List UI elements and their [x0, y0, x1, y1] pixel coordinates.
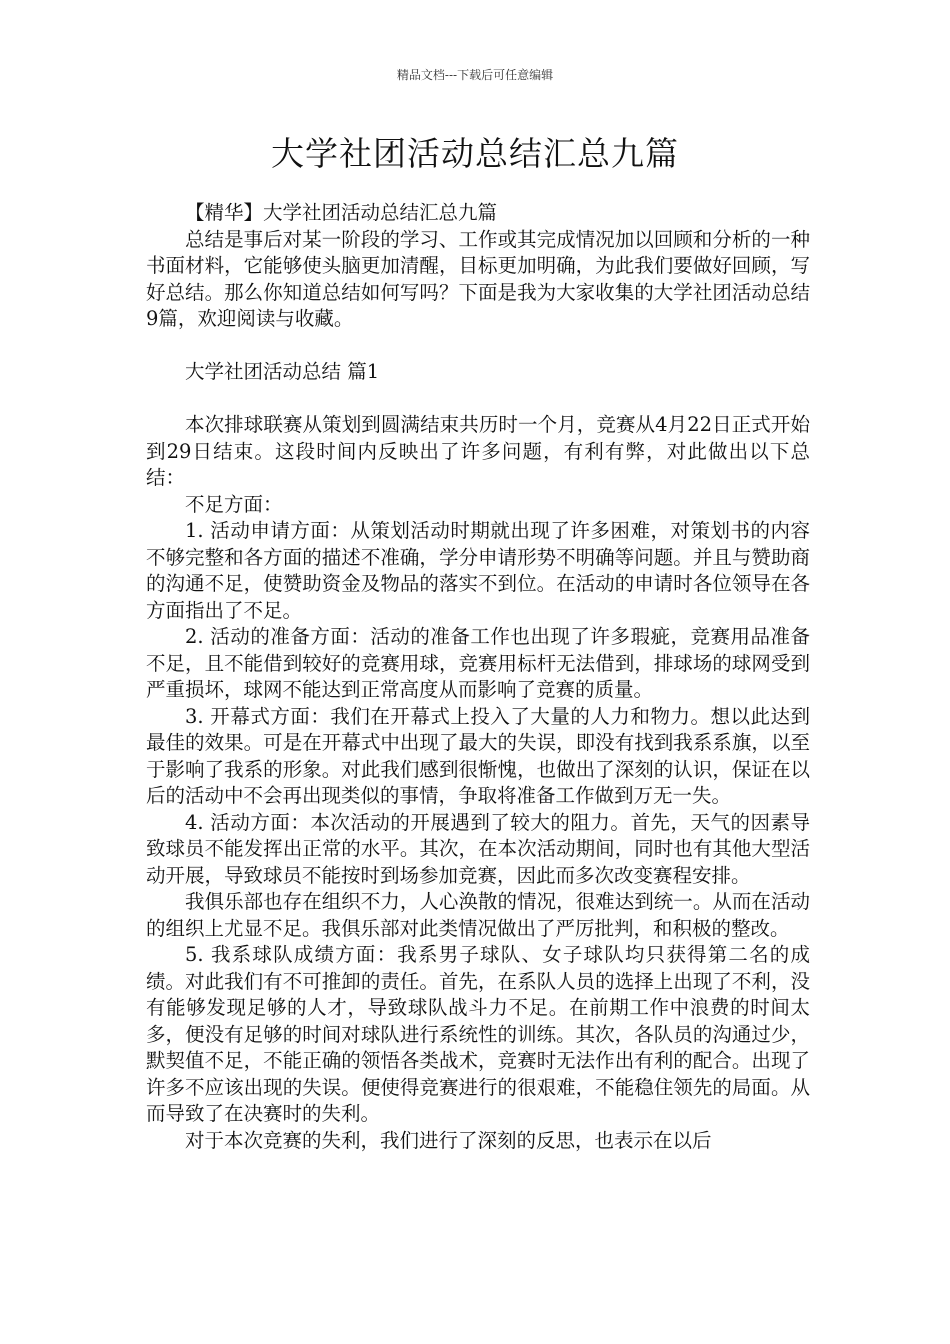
body-paragraph: 对于本次竞赛的失利，我们进行了深刻的反思，也表示在以后 [185, 1128, 712, 1152]
section-heading: 大学社团活动总结 篇1 [185, 360, 380, 383]
body-paragraph: 我俱乐部也存在组织不力，人心涣散的情况，很难达到统一。从而在活动的组织上尤显不足。我俱乐部对此类情况做出了严厉批判，和积极的整改。 [146, 890, 810, 940]
body-paragraph: 4. 活动方面：本次活动的开展遇到了较大的阻力。首先，天气的因素导致球员不能发挥出正常的水平。其次，在本次活动期间，同时也有其他大型活动开展，导致球员不能按时到场参加竞赛，因此而多次改变赛程安排。 [146, 810, 810, 887]
document-body [146, 200, 810, 1154]
body-paragraph: 3. 开幕式方面：我们在开幕式上投入了大量的人力和物力。想以此达到最佳的效果。可是在开幕式中出现了最大的失误，即没有找到我系系旗，以至于影响了我系的形象。对此我们感到很惭愧，也做出了深刻的认识，保证在以后的活动中不会再出现类似的事情，争取将准备工作做到万无一失。 [146, 704, 810, 807]
document-title: 大学社团活动总结汇总九篇 [271, 134, 679, 173]
body-paragraph: 5. 我系球队成绩方面：我系男子球队、女子球队均只获得第二名的成绩。对此我们有不可推卸的责任。首先，在系队人员的选择上出现了不利，没有能够发现足够的人才，导致球队战斗力不足。在前期工作中浪费的时间太多，便没有足够的时间对球队进行系统性的训练。其次，各队员的沟通过少，默契值不足，不能正确的领悟各类战术，竞赛时无法作出有利的配合。出现了许多不应该出现的失误。便使得竞赛进行的很艰难，不能稳住领先的局面。从而导致了在决赛时的失利。 [146, 943, 810, 1125]
paragraph-gap [146, 333, 810, 360]
paragraph-gap [146, 386, 810, 413]
body-paragraph: 2. 活动的准备方面：活动的准备工作也出现了许多瑕疵，竞赛用品准备不足，且不能借到较好的竞赛用球，竞赛用标杆无法借到，排球场的球网受到严重损坏，球网不能达到正常高度从而影响了竞赛的质量。 [146, 625, 810, 701]
intro-paragraph: 总结是事后对某一阶段的学习、工作或其完成情况加以回顾和分析的一种书面材料，它能够使头脑更加清醒，目标更加明确，为此我们要做好回顾，写好总结。那么你知道总结如何写吗？下面是我为大家收集的大学社团活动总结9篇，欢迎阅读与收藏。 [146, 227, 810, 330]
subtitle-paragraph: 【精华】大学社团活动总结汇总九篇 [185, 201, 498, 224]
page-header-note: 精品文档---下载后可任意编辑 [396, 68, 554, 82]
body-paragraph: 本次排球联赛从策划到圆满结束共历时一个月，竞赛从4月22日正式开始到29日结束。这段时间内反映出了许多问题，有利有弊，对此做出以下总结： [146, 413, 810, 489]
body-paragraph: 1. 活动申请方面：从策划活动时期就出现了许多困难，对策划书的内容不够完整和各方面的描述不准确，学分申请形势不明确等问题。并且与赞助商的沟通不足，使赞助资金及物品的落实不到位。在活动的申请时各位领导在各方面指出了不足。 [146, 519, 810, 622]
body-paragraph: 不足方面： [185, 492, 283, 516]
